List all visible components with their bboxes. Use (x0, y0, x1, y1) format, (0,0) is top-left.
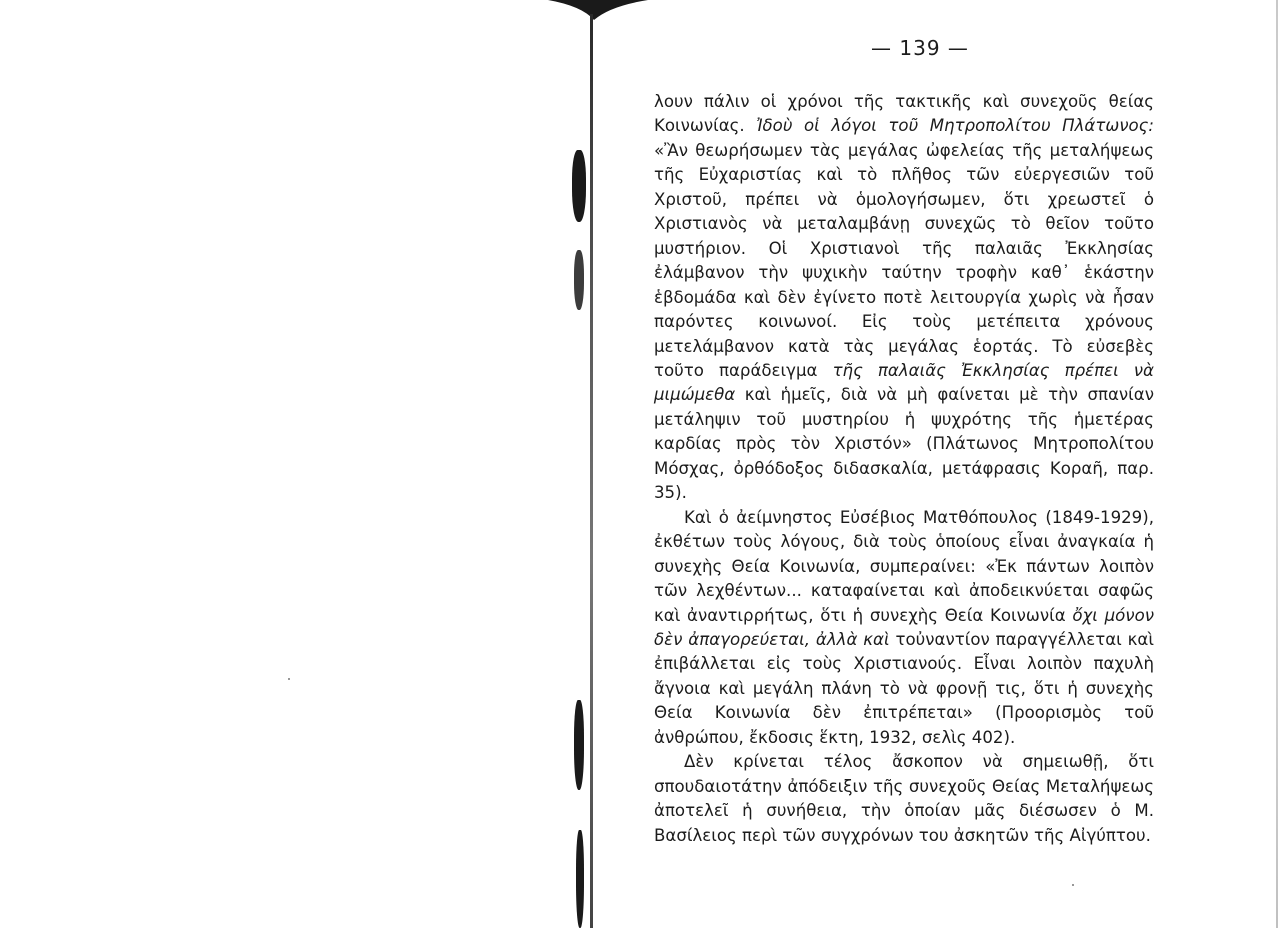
binding-shadow-mark (576, 830, 584, 928)
italic-text-run: τῆς παλαιᾶς Ἐκκλησίας πρέπει νὰ μιμώμεθα (654, 360, 1154, 405)
text-run: λουν πάλιν οἱ χρόνοι τῆς τακτικῆς καὶ συνεχοῦς θείας Κοινωνίας. (654, 92, 1154, 136)
paragraph (654, 750, 1154, 848)
paragraph (654, 90, 1154, 506)
page-number: — 139 — (871, 36, 969, 60)
text-run: τοὐναντίον παραγγέλλεται καὶ ἐπιβάλλεται εἰς τοὺς Χριστιανούς. Εἶναι λοιπὸν παχυλὴ ἄγνοια καὶ μεγάλη πλάνη τὸ νὰ φρονῇ τις, ὅτι ἡ συνεχὴς Θεία Κοινωνία δὲν ἐπιτρέπεται» (Προορισμὸς τοῦ ἀνθρώπου, ἔκδοσις ἕκτη, 1932, σελὶς 402). (654, 629, 1154, 747)
body-text (654, 90, 1154, 848)
page-right-edge (1276, 0, 1278, 928)
text-run: Καὶ ὁ ἀείμνηστος Εὐσέβιος Ματθόπουλος (1849-1929), ἐκθέτων τοὺς λόγους, διὰ τοὺς ὁποίους εἶναι ἀναγκαία ἡ συνεχὴς Θεία Κοινωνία, συμπεραίνει: «Ἐκ πάντων λοιπὸν τῶν λεχθέντων... καταφαίνεται καὶ ἀποδεικνύεται σαφῶς καὶ ἀναντιρρήτως, ὅτι ἡ συνεχὴς Θεία Κοινωνία (654, 507, 1154, 625)
italic-text-run: ὄχι μόνον δὲν ἀπαγορεύεται, ἀλλὰ καὶ (654, 605, 1155, 649)
binding-shadow-mark (574, 700, 584, 790)
text-run: Δὲν κρίνεται τέλος ἄσκοπον νὰ σημειωθῇ, ὅτι σπουδαιοτάτην ἀπόδειξιν τῆς συνεχοῦς Θείας Μεταλήψεως ἀποτελεῖ ἡ συνήθεια, τὴν ὁποίαν μᾶς διέσωσεν ὁ Μ. Βασίλειος περὶ τῶν συγχρόνων του ἀσκητῶν τῆς Αἰγύπτου. (654, 752, 1154, 845)
binding-gutter-line (590, 14, 593, 928)
text-run: «Ἂν θεωρήσωμεν τὰς μεγάλας ὠφελείας τῆς μεταλήψεως τῆς Εὐχαριστίας καὶ τὸ πλῆθος τῶν εὐεργεσιῶν τοῦ Χριστοῦ, πρέπει νὰ ὁμολογήσωμεν, ὅτι χρεωστεῖ ὁ Χριστιανὸς νὰ μεταλαμβάνῃ συνεχῶς τὸ θεῖον τοῦτο μυστήριον. Οἱ Χριστιανοὶ τῆς παλαιᾶς Ἐκκλησίας ἐλάμβανον τὴν ψυχικὴν ταύτην τροφὴν καθ᾽ ἑκάστην ἑβδομάδα καὶ δὲν ἐγίνετο ποτὲ λειτουργία χωρὶς νὰ ἦσαν παρόντες κοινωνοί. Εἰς τοὺς μετέπειτα χρόνους μετελάμβανον κατὰ τὰς μεγάλας ἑορτάς. Τὸ εὐσεβὲς τοῦτο παράδειγμα (654, 140, 1154, 380)
binding-shadow-top (548, 0, 648, 22)
italic-text-run: Ἰδοὺ οἱ λόγοι τοῦ Μητροπολίτου Πλάτωνος: (756, 116, 1154, 136)
binding-shadow-mark (574, 250, 584, 310)
binding-shadow-mark (572, 150, 586, 222)
paragraph (654, 506, 1154, 751)
scan-speck (1072, 884, 1074, 886)
text-run: καὶ ἡμεῖς, διὰ νὰ μὴ φαίνεται μὲ τὴν σπανίαν μετάληψιν τοῦ μυστηρίου ἡ ψυχρότης τῆς ἡμετέρας καρδίας πρὸς τὸν Χριστόν» (Πλάτωνος Μητροπολίτου Μόσχας, ὀρθόδοξος διδασκαλία, μετάφρασις Κοραῆ, παρ. 35). (654, 385, 1154, 503)
scan-speck (288, 678, 290, 680)
